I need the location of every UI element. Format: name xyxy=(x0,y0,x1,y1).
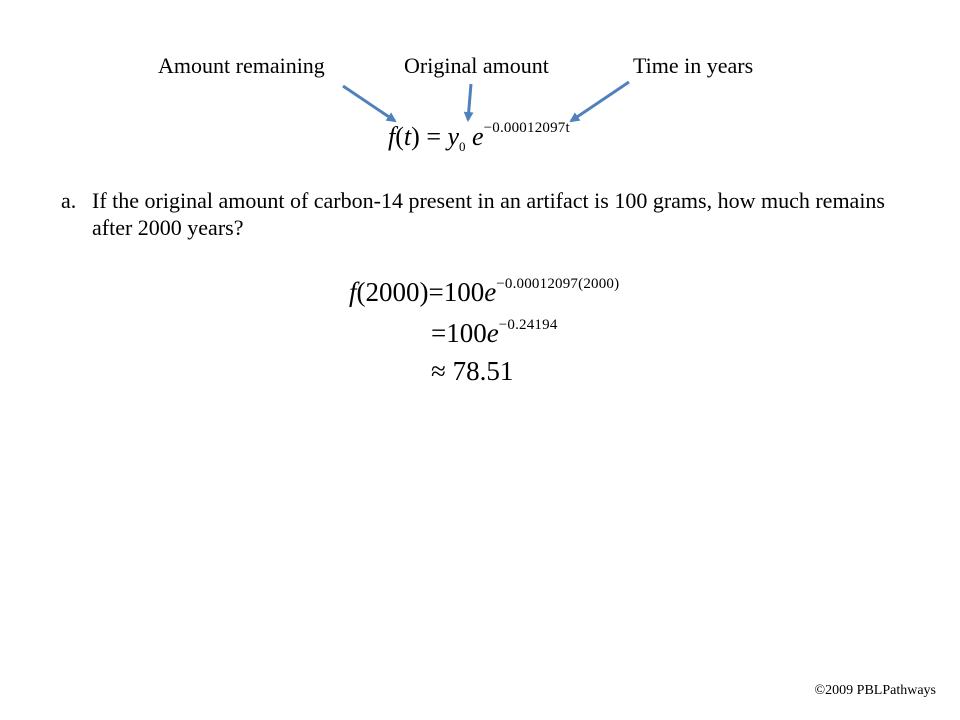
formula-exponent: −0.00012097t xyxy=(483,120,570,136)
solution-line1-rhs: =100 xyxy=(428,277,485,307)
label-amount-remaining: Amount remaining xyxy=(158,53,325,78)
solution-approx-symbol: ≈ xyxy=(431,356,446,386)
solution-line2-exponent: −0.24194 xyxy=(498,317,558,333)
solution-result-value: 78.51 xyxy=(452,356,514,386)
solution-line-2 xyxy=(431,318,558,349)
formula-coefficient: y xyxy=(447,122,460,151)
formula-function: f xyxy=(388,122,396,151)
label-time-in-years: Time in years xyxy=(633,53,754,78)
solution-line2-rhs: =100 xyxy=(431,318,487,348)
question-text: If the original amount of carbon-14 present in an artifact is 100 grams, how much remains after 2000 years? xyxy=(92,188,885,240)
arrow-time-in-years xyxy=(571,82,629,121)
question-letter: a. xyxy=(61,188,77,213)
label-original-amount: Original amount xyxy=(404,53,549,78)
solution-line2-base: e xyxy=(486,318,499,348)
arrow-original-amount xyxy=(468,84,471,120)
formula-base: e xyxy=(472,122,484,151)
formula-equals: = xyxy=(426,122,441,151)
solution-line-1 xyxy=(349,277,619,308)
solution-line1-base: e xyxy=(484,277,497,307)
solution-argument: (2000) xyxy=(356,277,429,307)
solution-line1-exponent: −0.00012097(2000) xyxy=(496,276,620,292)
formula-paren-open: ( xyxy=(395,122,404,151)
copyright-footer: ©2009 PBLPathways xyxy=(814,683,936,698)
arrow-amount-remaining xyxy=(343,86,395,121)
solution-function: f xyxy=(349,277,357,307)
formula-variable: t xyxy=(403,122,412,151)
formula-paren-close: ) xyxy=(411,122,420,151)
decay-formula xyxy=(388,122,570,152)
solution-line-3 xyxy=(431,356,513,387)
formula-coefficient-subscript: 0 xyxy=(459,139,466,154)
